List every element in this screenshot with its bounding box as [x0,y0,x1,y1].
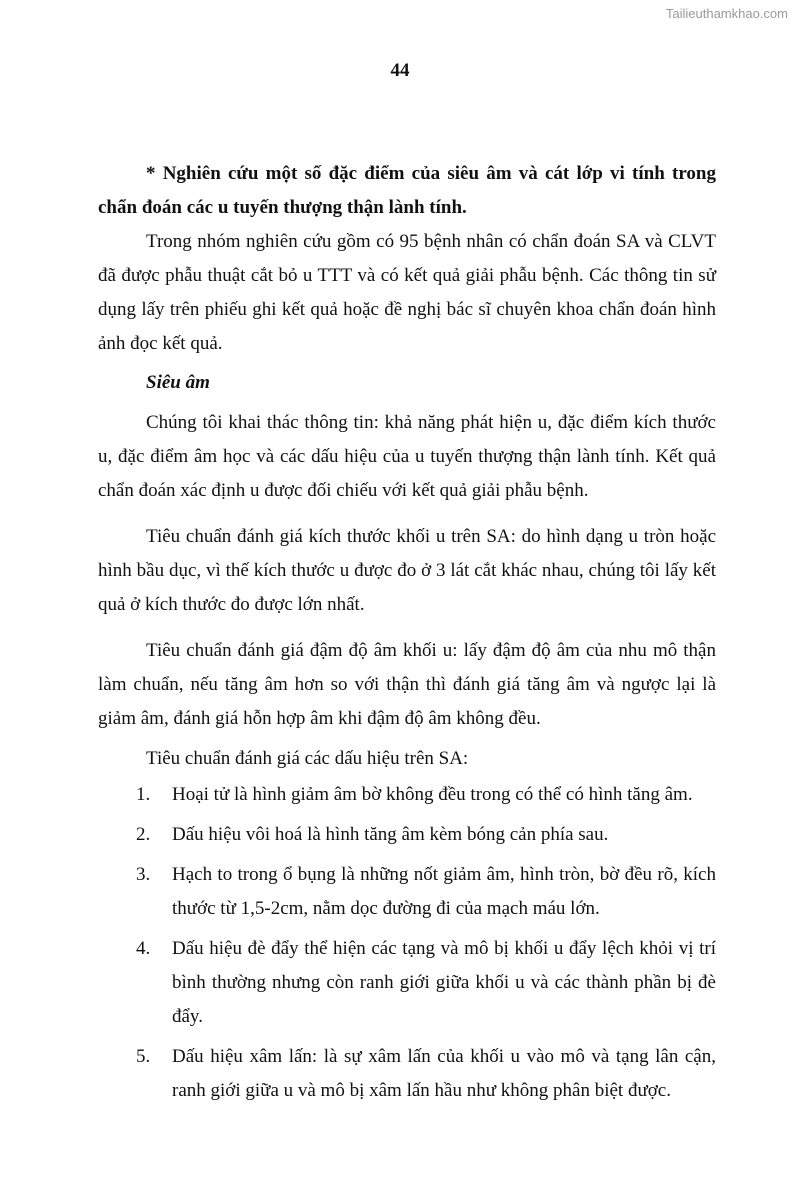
list-item-text: Hạch to trong ổ bụng là những nốt giảm âm, hình tròn, bờ đều rõ, kích thước từ 1,5-2cm, nằm dọc đường đi của mạch máu lớn. [172,864,716,919]
list-item-text: Dấu hiệu xâm lấn: là sự xâm lấn của khối u vào mô và tạng lân cận, ranh giới giữa u và mô bị xâm lấn hầu như không phân biệt được. [172,1046,716,1101]
criteria-list [98,778,716,1108]
paragraph: Tiêu chuẩn đánh giá các dấu hiệu trên SA: [146,748,469,769]
intro-paragraph: Trong nhóm nghiên cứu gồm có 95 bệnh nhân có chẩn đoán SA và CLVT đã được phẫu thuật cắt bỏ u TTT và có kết quả giải phẫu bệnh. Các thông tin sử dụng lấy trên phiếu ghi kết quả hoặc đề nghị bác sĩ chuyên khoa chẩn đoán hình ảnh đọc kết quả. [98,231,716,354]
subheading-sieu-am: Siêu âm [146,372,210,393]
paragraph: Tiêu chuẩn đánh giá đậm độ âm khối u: lấy đậm độ âm của nhu mô thận làm chuẩn, nếu tăng âm hơn so với thận thì đánh giá tăng âm và ngược lại là giảm âm, đánh giá hỗn hợp âm khi đậm độ âm không đều. [98,640,716,729]
list-item-text: Dấu hiệu vôi hoá là hình tăng âm kèm bóng cản phía sau. [172,824,609,845]
page-number: 44 [390,60,410,81]
paragraph: Tiêu chuẩn đánh giá kích thước khối u trên SA: do hình dạng u tròn hoặc hình bầu dục, vì thế kích thước u được đo ở 3 lát cắt khác nhau, chúng tôi lấy kết quả ở kích thước đo được lớn nhất. [98,526,716,615]
list-item-number: 5. [136,1046,151,1067]
watermark: Tailieuthamkhao.com [665,6,788,21]
list-item [98,778,716,812]
list-item-text: Dấu hiệu đè đẩy thể hiện các tạng và mô bị khối u đẩy lệch khỏi vị trí bình thường nhưng còn ranh giới giữa khối u và các thành phần bị đè đẩy. [172,938,716,1027]
list-item-number: 1. [136,784,151,805]
list-item-number: 2. [136,824,151,845]
section-heading: * Nghiên cứu một số đặc điểm của siêu âm và cát lớp vi tính trong chẩn đoán các u tuyến thượng thận lành tính. [98,163,716,218]
paragraph: Chúng tôi khai thác thông tin: khả năng phát hiện u, đặc điểm kích thước u, đặc điểm âm học và các dấu hiệu của u tuyến thượng thận lành tính. Kết quả chẩn đoán xác định u được đối chiếu với kết quả giải phẫu bệnh. [98,412,716,501]
list-item-text: Hoại tử là hình giảm âm bờ không đều trong có thể có hình tăng âm. [172,784,693,805]
list-item-number: 4. [136,938,151,959]
list-item [98,1040,716,1108]
list-item [98,858,716,926]
list-item [98,932,716,1034]
list-item [98,818,716,852]
document-body [98,157,716,1114]
list-item-number: 3. [136,864,151,885]
